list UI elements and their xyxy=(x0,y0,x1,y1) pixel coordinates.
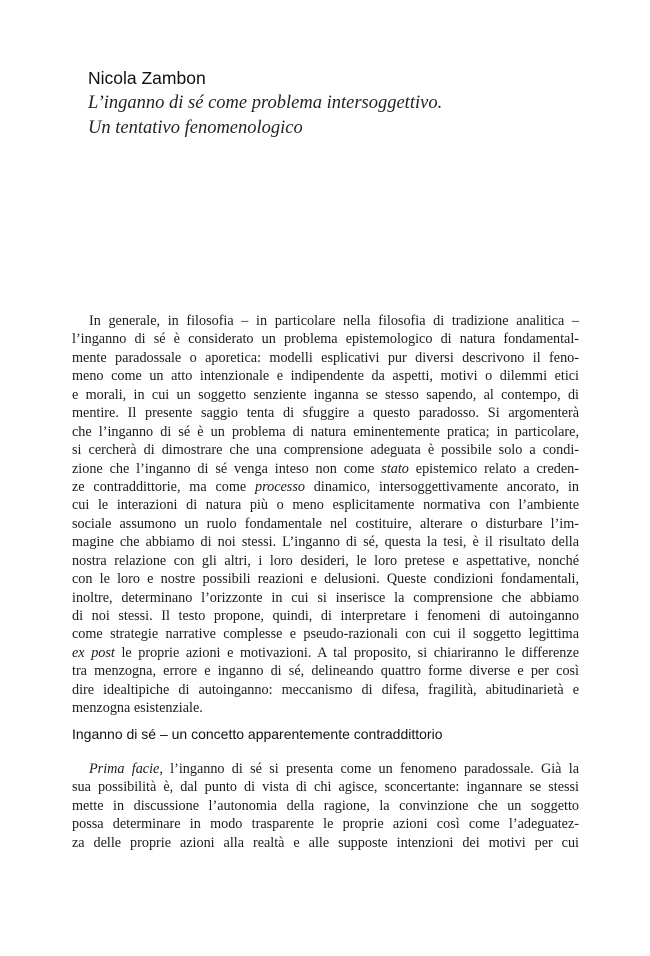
body-line xyxy=(72,760,579,778)
text-run: , l’inganno di sé si presenta come un fenomeno paradossale. Già la xyxy=(159,761,579,777)
text-run: l’inganno di sé è considerato un problema epistemologico di natura fondamental- xyxy=(72,331,579,348)
abstract xyxy=(72,312,579,718)
text-run: meno come un atto intenzionale e indipendente da aspetti, motivi o dilemmi etici xyxy=(72,368,579,385)
text-run: come strategie narrative complesse e pseudo-razionali con cui il soggetto legittima xyxy=(72,626,579,643)
text-run: di noi stessi. Il testo propone, quindi, di interpretare i fenomeni di autoinganno xyxy=(72,608,579,624)
text-run: si cercherà di dimostrare che una comprensione adeguata è possibile solo a condi- xyxy=(72,442,579,459)
text-run: sociale assumono un ruolo fondamentale nel costituire, alterare o disturbare l’im- xyxy=(72,515,579,532)
abstract-line xyxy=(72,312,579,330)
body-line xyxy=(72,778,579,796)
text-run: za delle proprie azioni alla realtà e alle supposte intenzioni dei motivi per cui xyxy=(72,834,579,851)
text-run: mente paradossale o aporetica: modelli esplicativi pur diversi descrivono il feno- xyxy=(72,349,579,366)
abstract-line xyxy=(72,533,579,551)
text-run: e morali, in cui un soggetto senziente inganna se stesso sapendo, al contempo, di xyxy=(72,386,579,403)
text-run: mentire. Il presente saggio tenta di sfuggire a questo paradosso. Si argomenterà xyxy=(72,405,579,422)
text-run: sua possibilità è, dal punto di vista di chi agisce, sconcertante: ingannare se stessi xyxy=(72,779,579,796)
text-run: menzogna esistenziale. xyxy=(72,700,203,717)
abstract-line xyxy=(72,478,579,496)
abstract-line xyxy=(72,552,579,570)
abstract-line xyxy=(72,460,579,478)
abstract-line xyxy=(72,699,579,717)
abstract-line xyxy=(72,367,579,385)
abstract-line xyxy=(72,404,579,422)
abstract-line xyxy=(72,330,579,348)
abstract-line xyxy=(72,349,579,367)
text-run: con le loro e nostre possibili reazioni e delusioni. Queste condizioni fondamentali, xyxy=(72,571,579,588)
text-run: le proprie azioni e motivazioni. A tal proposito, si chiariranno le differenze xyxy=(114,644,579,661)
text-run: dire idealtipiche di autoinganno: meccanismo di difesa, fragilità, abitudinarietà e xyxy=(72,681,579,698)
abstract-line xyxy=(72,496,579,514)
text-run: inoltre, determinano l’orizzonte in cui si inserisce la comprensione che abbiamo xyxy=(72,589,579,606)
text-run: ze contraddittorie, ma come xyxy=(72,478,256,495)
article-title xyxy=(88,91,568,141)
author-name: Nicola Zambon xyxy=(88,68,206,88)
abstract-line xyxy=(72,515,579,533)
italic-term: Prima facie xyxy=(89,761,160,777)
abstract-line xyxy=(72,681,579,699)
abstract-line xyxy=(72,441,579,459)
text-run: che l’inganno di sé è un problema di natura eminentemente pratica; in particolare, xyxy=(72,423,579,440)
abstract-line xyxy=(72,570,579,588)
body-text xyxy=(72,760,579,852)
text-run: zione che l’inganno di sé venga inteso non come xyxy=(72,460,382,477)
abstract-line xyxy=(72,625,579,643)
section-heading: Inganno di sé – un concetto apparentemente contraddittorio xyxy=(72,726,443,742)
italic-term: processo xyxy=(255,478,305,495)
text-run: possa determinare in modo trasparente le proprie azioni così come l’adeguatez- xyxy=(72,816,579,833)
text-run: nostra relazione con gli altri, i loro desideri, le loro pretese e aspettative, nonché xyxy=(72,552,579,569)
abstract-line xyxy=(72,386,579,404)
text-run: magine che abbiamo di noi stessi. L’inganno di sé, questa la tesi, è il risultato della xyxy=(72,534,579,551)
text-run: mette in discussione l’autonomia della ragione, la convinzione che un soggetto xyxy=(72,797,579,814)
article-title-line-1: L’inganno di sé come problema intersoggettivo. xyxy=(88,93,443,113)
italic-term: ex post xyxy=(72,644,115,661)
body-line xyxy=(72,815,579,833)
abstract-line xyxy=(72,423,579,441)
text-run: dinamico, intersoggettivamente ancorato, in xyxy=(304,478,579,495)
abstract-line xyxy=(72,607,579,625)
abstract-line xyxy=(72,589,579,607)
body-line xyxy=(72,834,579,852)
text-run: tra menzogna, errore e inganno di sé, delineando quattro forme diverse e per così xyxy=(72,663,579,680)
body-line xyxy=(72,797,579,815)
text-run: In generale, in filosofia – in particolare nella filosofia di tradizione analitica – xyxy=(89,313,579,329)
article-title-line-2: Un tentativo fenomenologico xyxy=(88,118,303,138)
abstract-line xyxy=(72,662,579,680)
text-run: epistemico relato a creden- xyxy=(408,460,579,477)
italic-term: stato xyxy=(381,460,409,477)
abstract-line xyxy=(72,644,579,662)
text-run: cui le interazioni di natura più o meno esplicitamente normativa con l’ambiente xyxy=(72,497,579,514)
